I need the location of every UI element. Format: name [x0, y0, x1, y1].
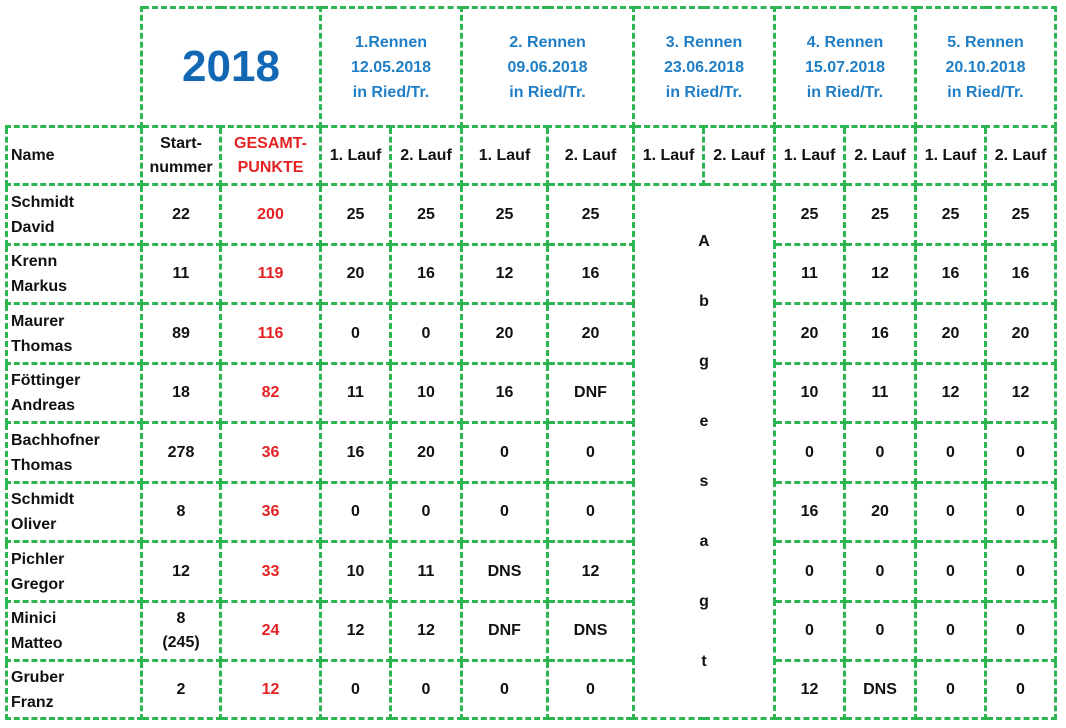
results-table: [5, 6, 1057, 720]
start-number: [142, 423, 221, 483]
race-4-run-2: 20: [845, 483, 916, 542]
participant-name: [7, 364, 142, 423]
race-1-run-1: 25: [321, 185, 391, 245]
race-place: in Ried/Tr.: [947, 83, 1024, 101]
total-points-header: [221, 127, 321, 185]
cancelled-letter: a: [699, 532, 709, 550]
race-1-run-1: 0: [321, 483, 391, 542]
participant-name: [7, 245, 142, 304]
participant-row: [7, 304, 1056, 364]
cancelled-letter: g: [699, 352, 709, 370]
participant-first-name: Gregor: [11, 575, 65, 593]
race-2-run-2: DNS: [548, 602, 634, 661]
participant-name: [7, 304, 142, 364]
start-number: [142, 185, 221, 245]
participant-name: [7, 602, 142, 661]
race-5-header: [916, 8, 1056, 127]
participant-name: [7, 542, 142, 602]
start-header-line: Start-: [160, 134, 202, 152]
results-body: [7, 8, 1056, 719]
race-1-run-1: 16: [321, 423, 391, 483]
cancelled-letter: s: [699, 472, 709, 490]
participant-last-name: Krenn: [11, 253, 58, 270]
run-1-header: 1. Lauf: [321, 127, 391, 185]
start-number-line: 8: [176, 503, 186, 520]
participant-first-name: Franz: [11, 693, 54, 711]
race-date: 15.07.2018: [804, 58, 886, 76]
total-points: 36: [221, 423, 321, 483]
race-2-run-1: 0: [462, 661, 548, 719]
start-number-header: [142, 127, 221, 185]
race-5-run-2: 16: [986, 245, 1056, 304]
race-1-run-1: 12: [321, 602, 391, 661]
total-points: 200: [221, 185, 321, 245]
participant-name: [7, 483, 142, 542]
run-1-header: 1. Lauf: [916, 127, 986, 185]
race-4-run-1: 16: [775, 483, 845, 542]
race-5-run-1: 0: [916, 542, 986, 602]
race-date: 23.06.2018: [663, 58, 745, 76]
race-1-run-2: 0: [391, 661, 462, 719]
race-4-run-2: 0: [845, 423, 916, 483]
race-2-run-1: 12: [462, 245, 548, 304]
race-4-run-1: 0: [775, 542, 845, 602]
cancelled-letter: A: [698, 232, 710, 250]
participant-last-name: Föttinger: [11, 372, 81, 389]
race-label: 2. Rennen: [509, 33, 586, 51]
race-2-run-2: 16: [548, 245, 634, 304]
race-4-run-1: 10: [775, 364, 845, 423]
race-2-run-2: 20: [548, 304, 634, 364]
race-4-run-1: 0: [775, 423, 845, 483]
race-4-run-1: 25: [775, 185, 845, 245]
race-4-run-2: 25: [845, 185, 916, 245]
race-4-run-2: 16: [845, 304, 916, 364]
race-5-run-2: 0: [986, 661, 1056, 719]
race-2-run-2: 0: [548, 483, 634, 542]
race-2-run-2: 0: [548, 661, 634, 719]
race-1-run-1: 11: [321, 364, 391, 423]
race-5-run-2: 0: [986, 602, 1056, 661]
race-1-run-1: 10: [321, 542, 391, 602]
race-2-run-1: 20: [462, 304, 548, 364]
start-number: [142, 304, 221, 364]
column-header-row: [7, 127, 1056, 185]
total-points: 33: [221, 542, 321, 602]
participant-first-name: Markus: [11, 278, 68, 295]
race-5-run-1: 12: [916, 364, 986, 423]
cancelled-letter: e: [699, 412, 709, 430]
cancelled-letter: t: [701, 652, 707, 670]
race-1-header: [321, 8, 462, 127]
participant-row: [7, 245, 1056, 304]
run-2-header: 2. Lauf: [548, 127, 634, 185]
race-4-header: [775, 8, 916, 127]
start-number-line: 2: [176, 680, 186, 698]
participant-row: [7, 483, 1056, 542]
total-points: 36: [221, 483, 321, 542]
race-3-header: [634, 8, 775, 127]
start-number: [142, 245, 221, 304]
race-5-run-1: 20: [916, 304, 986, 364]
race-5-run-2: 12: [986, 364, 1056, 423]
participant-last-name: Gruber: [11, 668, 65, 686]
total-points: 116: [221, 304, 321, 364]
race-date: 09.06.2018: [507, 58, 588, 76]
total-points: 82: [221, 364, 321, 423]
race-2-run-1: 0: [462, 423, 548, 483]
race-4-run-2: DNS: [845, 661, 916, 719]
run-2-header: 2. Lauf: [391, 127, 462, 185]
race-place: in Ried/Tr.: [352, 83, 430, 101]
race-4-run-1: 0: [775, 602, 845, 661]
race-5-run-1: 0: [916, 661, 986, 719]
race-5-run-1: 0: [916, 602, 986, 661]
participant-first-name: David: [11, 218, 55, 236]
participant-last-name: Schmidt: [11, 193, 75, 211]
race-5-run-2: 0: [986, 423, 1056, 483]
race-4-run-2: 11: [845, 364, 916, 423]
race-label: 3. Rennen: [665, 33, 743, 51]
race-2-run-1: DNF: [462, 602, 548, 661]
start-number: [142, 542, 221, 602]
race-1-run-2: 0: [391, 483, 462, 542]
participant-row: [7, 364, 1056, 423]
race-4-run-1: 20: [775, 304, 845, 364]
start-number-line: 18: [172, 384, 190, 401]
start-number-line: (245): [162, 634, 200, 651]
participant-last-name: Bachhofner: [11, 431, 100, 449]
race-2-run-2: 25: [548, 185, 634, 245]
race-1-run-2: 12: [391, 602, 462, 661]
race-4-run-1: 12: [775, 661, 845, 719]
race-2-run-1: 16: [462, 364, 548, 423]
race-2-run-2: 0: [548, 423, 634, 483]
race-4-run-2: 0: [845, 542, 916, 602]
run-1-header: 1. Lauf: [462, 127, 548, 185]
empty-corner: [7, 8, 142, 127]
start-number: [142, 364, 221, 423]
race-1-run-1: 0: [321, 304, 391, 364]
race-5-run-2: 0: [986, 542, 1056, 602]
race-5-run-1: 0: [916, 483, 986, 542]
participant-first-name: Thomas: [11, 337, 73, 355]
start-number-line: 22: [172, 205, 190, 223]
race-4-run-2: 0: [845, 602, 916, 661]
race-1-run-2: 16: [391, 245, 462, 304]
start-header-line: nummer: [149, 158, 213, 176]
start-number: [142, 661, 221, 719]
total-header-line: PUNKTE: [237, 158, 304, 176]
start-number-line: 8: [176, 610, 186, 627]
participant-first-name: Andreas: [11, 397, 76, 414]
race-place: in Ried/Tr.: [806, 83, 884, 101]
race-1-run-1: 20: [321, 245, 391, 304]
participant-first-name: Thomas: [11, 456, 73, 474]
participant-last-name: Pichler: [11, 550, 65, 568]
participant-name: [7, 661, 142, 719]
race-2-run-1: 0: [462, 483, 548, 542]
race-2-run-1: 25: [462, 185, 548, 245]
race-label: 5. Rennen: [947, 33, 1024, 51]
total-points: 12: [221, 661, 321, 719]
race-1-run-2: 20: [391, 423, 462, 483]
race-4-run-2: 12: [845, 245, 916, 304]
participant-first-name: Matteo: [11, 635, 63, 652]
start-number: [142, 602, 221, 661]
name-header: Name: [7, 127, 142, 185]
participant-last-name: Minici: [11, 610, 57, 627]
participant-name: [7, 185, 142, 245]
run-2-header: 2. Lauf: [704, 127, 775, 185]
race-place: in Ried/Tr.: [509, 83, 586, 101]
participant-first-name: Oliver: [11, 516, 57, 533]
total-points: 119: [221, 245, 321, 304]
race-5-run-2: 25: [986, 185, 1056, 245]
race-place: in Ried/Tr.: [665, 83, 743, 101]
run-1-header: 1. Lauf: [634, 127, 704, 185]
start-number-line: 12: [172, 562, 190, 580]
cancelled-letter: b: [699, 292, 709, 310]
participant-last-name: Schmidt: [11, 491, 75, 508]
race-date: 12.05.2018: [350, 58, 432, 76]
race-header-row: [7, 8, 1056, 127]
race-2-run-1: DNS: [462, 542, 548, 602]
run-2-header: 2. Lauf: [845, 127, 916, 185]
race-label: 4. Rennen: [806, 33, 884, 51]
race-5-run-1: 0: [916, 423, 986, 483]
race-2-run-2: 12: [548, 542, 634, 602]
start-number: [142, 483, 221, 542]
participant-row: [7, 602, 1056, 661]
race-1-run-2: 10: [391, 364, 462, 423]
participant-row: [7, 661, 1056, 719]
race-1-run-2: 0: [391, 304, 462, 364]
participant-row: [7, 423, 1056, 483]
race-5-run-2: 20: [986, 304, 1056, 364]
participant-row: [7, 185, 1056, 245]
participant-name: [7, 423, 142, 483]
run-2-header: 2. Lauf: [986, 127, 1056, 185]
race-3-cancelled: [634, 185, 775, 719]
race-1-run-2: 25: [391, 185, 462, 245]
race-5-run-2: 0: [986, 483, 1056, 542]
participant-row: [7, 542, 1056, 602]
race-4-run-1: 11: [775, 245, 845, 304]
start-number-line: 278: [167, 443, 195, 461]
total-header-line: GESAMT-: [234, 134, 307, 152]
start-number-line: 89: [172, 324, 190, 342]
race-2-header: [462, 8, 634, 127]
race-5-run-1: 25: [916, 185, 986, 245]
cancelled-letter: g: [699, 592, 709, 610]
total-points: 24: [221, 602, 321, 661]
participant-last-name: Maurer: [11, 312, 65, 330]
race-1-run-1: 0: [321, 661, 391, 719]
race-label: 1.Rennen: [354, 33, 427, 51]
race-1-run-2: 11: [391, 542, 462, 602]
start-number-line: 11: [172, 265, 190, 282]
run-1-header: 1. Lauf: [775, 127, 845, 185]
year-title: 2018: [142, 8, 321, 127]
race-date: 20.10.2018: [945, 58, 1026, 76]
race-2-run-2: DNF: [548, 364, 634, 423]
race-5-run-1: 16: [916, 245, 986, 304]
